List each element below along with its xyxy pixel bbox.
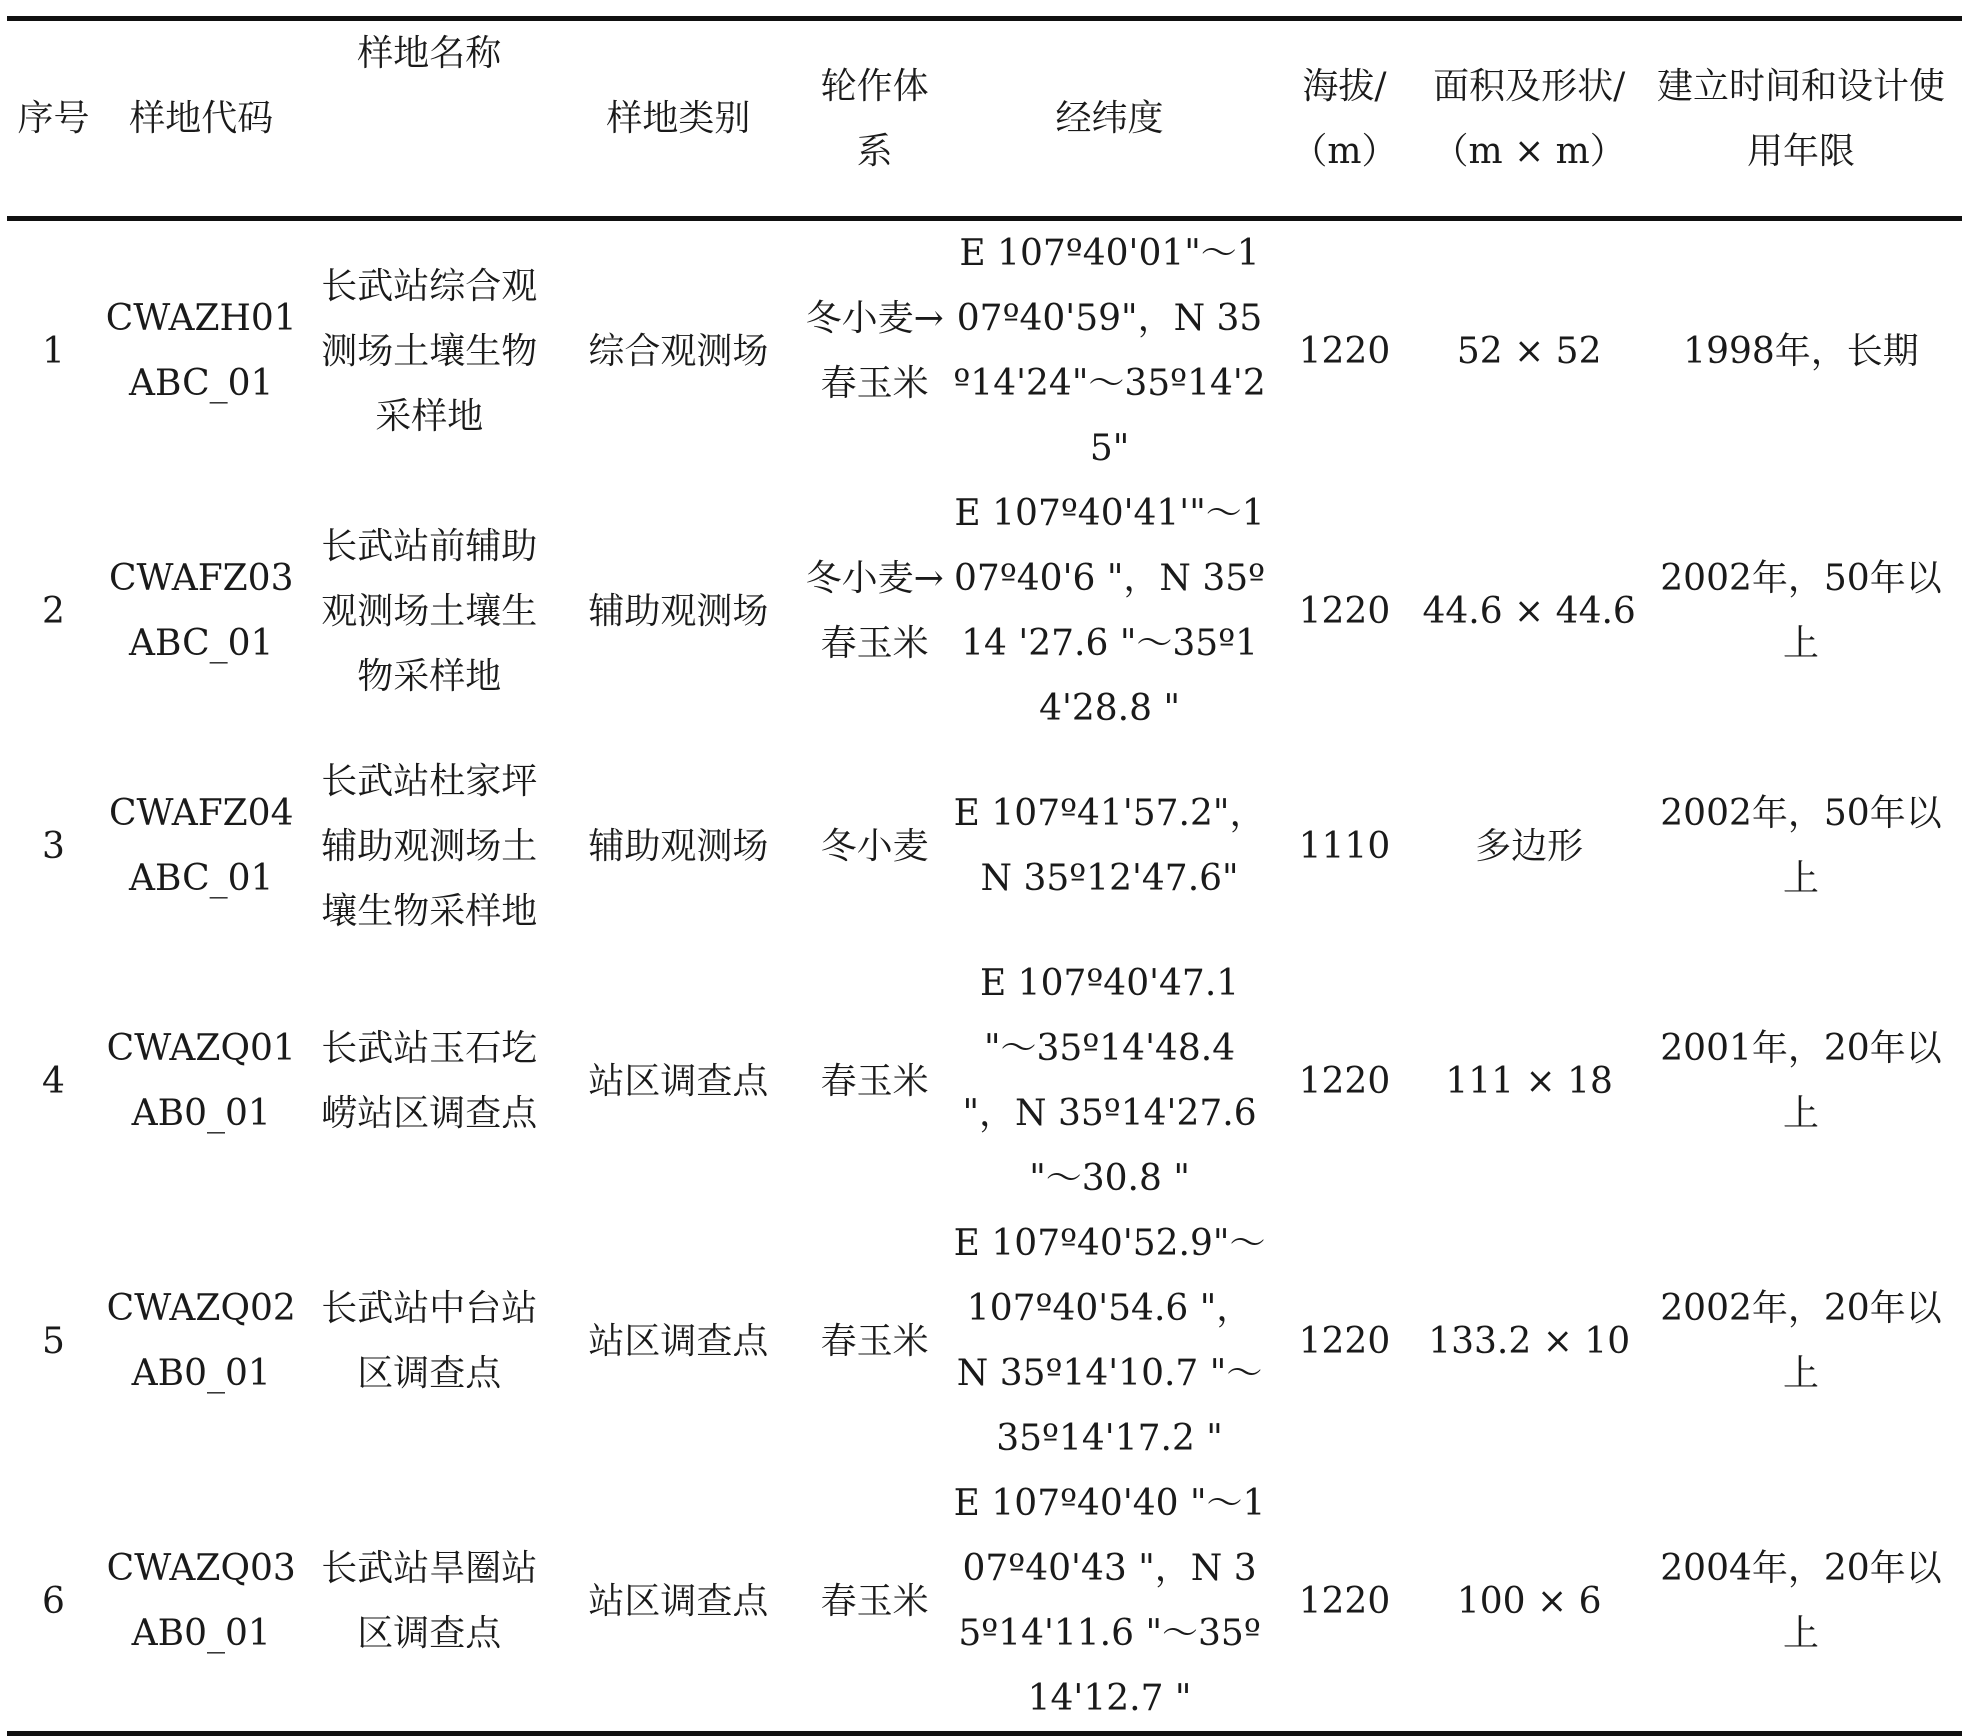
cell-name: 长武站旱圈站区调查点 [303,1471,556,1734]
cell-altitude: 1220 [1271,1471,1419,1734]
cell-seq: 5 [41,1320,65,1362]
cell-altitude: 1220 [1298,1060,1391,1102]
header-row [7,19,1962,219]
cell-code: CWAZQ01AB0_01 [106,1028,296,1134]
cell-coords: E 107º40'52.9"～107º40'54.6 "，N 35º14'10.7 "～35º14'17.2 " [953,1223,1266,1459]
cell-category: 站区调查点 [556,1471,801,1734]
cell-rotation: 春玉米 [820,1060,929,1102]
cell-area: 133.2 × 10 [1428,1320,1631,1362]
cell-code: CWAFZ03ABC_01 [108,558,294,664]
cell-code: CWAZQ02AB0_01 [106,1288,296,1394]
cell-category: 站区调查点 [588,1060,769,1102]
cell-category: 辅助观测场 [588,825,769,867]
header-name: 样地名称 [303,19,556,219]
table-row [7,481,1962,741]
plot-table [7,16,1962,1736]
cell-name: 长武站综合观测场土壤生物采样地 [321,265,538,437]
cell-code: CWAZQ03AB0_01 [100,1471,303,1734]
cell-name: 长武站中台站区调查点 [321,1288,538,1394]
cell-area: 52 × 52 [1456,330,1602,372]
cell-established: 2001年，20年以上 [1660,1028,1942,1134]
cell-area: 100 × 6 [1418,1471,1640,1734]
cell-rotation: 冬小麦 [820,825,929,867]
header-area: 面积及形状/（m × m） [1418,19,1640,219]
header-coords: 经纬度 [949,19,1271,219]
cell-coords: E 107º40'01"～107º40'59"，N 35º14'24"～35º14'25" [953,233,1266,469]
cell-seq: 1 [41,330,65,372]
table-row [7,741,1962,951]
cell-area: 111 × 18 [1445,1060,1613,1102]
cell-name: 长武站前辅助观测场土壤生物采样地 [321,525,538,697]
cell-seq: 6 [7,1471,100,1734]
cell-altitude: 1220 [1298,590,1391,632]
table-row [7,1471,1962,1734]
cell-code: CWAFZ04ABC_01 [108,793,294,899]
cell-area: 44.6 × 44.6 [1422,590,1636,632]
table-row [7,1211,1962,1471]
cell-seq: 3 [41,825,65,867]
cell-category: 站区调查点 [588,1320,769,1362]
cell-coords: E 107º40'40 "～107º40'43 "，N 35º14'11.6 "～35º14'12.7 " [949,1471,1271,1734]
header-rotation: 轮作体系 [801,19,949,219]
cell-rotation: 冬小麦→春玉米 [805,558,944,664]
cell-altitude: 1220 [1298,330,1391,372]
cell-code: CWAZH01ABC_01 [105,298,297,404]
cell-coords: E 107º41'57.2"，N 35º12'47.6" [953,793,1266,899]
cell-rotation: 春玉米 [820,1320,929,1362]
table-body [7,219,1962,1734]
cell-rotation: 春玉米 [801,1471,949,1734]
cell-established: 2002年，20年以上 [1660,1288,1942,1394]
cell-established: 2004年，20年以上 [1640,1471,1962,1734]
cell-altitude: 1220 [1298,1320,1391,1362]
header-established: 建立时间和设计使用年限 [1640,19,1962,219]
cell-seq: 2 [41,590,65,632]
header-altitude: 海拔/（m） [1271,19,1419,219]
cell-name: 长武站杜家坪辅助观测场土壤生物采样地 [321,760,538,932]
cell-established: 1998年，长期 [1683,330,1919,372]
table-row [7,951,1962,1211]
header-code: 样地代码 [100,19,303,219]
cell-established: 2002年，50年以上 [1660,558,1942,664]
cell-rotation: 冬小麦→春玉米 [805,298,944,404]
cell-area: 多边形 [1475,825,1584,867]
table-header [7,19,1962,219]
cell-altitude: 1110 [1298,825,1391,867]
header-seq: 序号 [7,19,100,219]
cell-seq: 4 [41,1060,65,1102]
cell-name: 长武站玉石圪崂站区调查点 [321,1028,538,1134]
cell-category: 辅助观测场 [588,590,769,632]
table-row [7,219,1962,482]
header-category: 样地类别 [556,19,801,219]
cell-coords: E 107º40'41'"～107º40'6 "，N 35º14 '27.6 "～35º14'28.8 " [954,493,1266,729]
cell-coords: E 107º40'47.1 "～35º14'48.4 "，N 35º14'27.6 "～30.8 " [962,963,1257,1199]
cell-category: 综合观测场 [588,330,769,372]
cell-established: 2002年，50年以上 [1660,793,1942,899]
